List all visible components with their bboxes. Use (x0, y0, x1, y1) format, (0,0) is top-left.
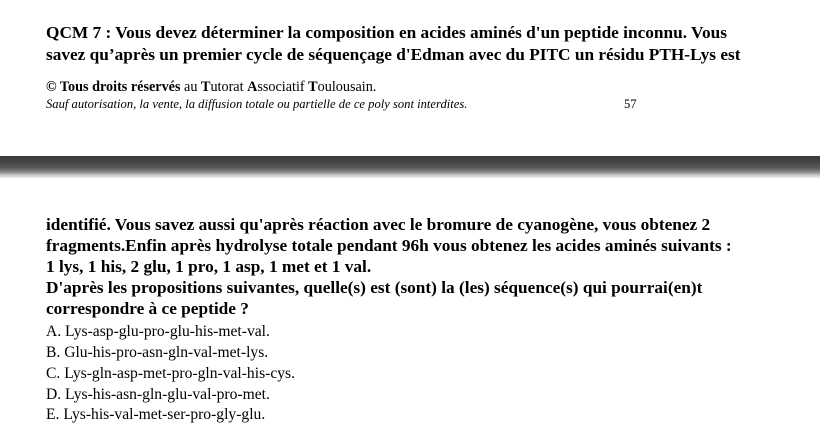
answer-option-d: D. Lys-his-asn-gln-glu-val-pro-met. (46, 386, 270, 403)
answer-option-a: A. Lys-asp-glu-pro-glu-his-met-val. (46, 323, 270, 340)
question-text-line: fragments.Enfin après hydrolyse totale pendant 96h vous obtenez les acides aminés suivants : (46, 236, 732, 255)
page-separator (0, 156, 820, 178)
page-number: 57 (624, 97, 637, 111)
question-text-line: identifié. Vous savez aussi qu'après réaction avec le bromure de cyanogène, vous obtenez 2 (46, 215, 711, 234)
org-name-part: oulousain. (317, 79, 377, 95)
distribution-notice: Sauf autorisation, la vente, la diffusion totale ou partielle de ce poly sont interdites. (46, 97, 468, 111)
copyright-notice (46, 78, 376, 96)
org-name-part: ssociatif (257, 79, 309, 95)
question-text-line: QCM 7 : Vous devez déterminer la composition en acides aminés d'un peptide inconnu. Vous (46, 23, 727, 42)
org-initial: T (200, 79, 211, 95)
question-text-line: savez qu’après un premier cycle de séquençage d'Edman avec du PITC un résidu PTH-Lys est (46, 45, 741, 64)
answer-option-e: E. Lys-his-val-met-ser-pro-gly-glu. (46, 406, 266, 423)
question-text-line: 1 lys, 1 his, 2 glu, 1 pro, 1 asp, 1 met et 1 val. (46, 257, 372, 276)
question-prompt-line: D'après les propositions suivantes, quelle(s) est (sont) la (les) séquence(s) qui pourrai(en)t (46, 278, 703, 297)
copyright-prefix: au (180, 79, 201, 95)
org-name-part: utorat (210, 79, 248, 95)
org-initial: A (247, 79, 258, 95)
copyright-label: © Tous droits réservés (46, 79, 181, 95)
document-page-top (0, 0, 820, 156)
answer-option-b: B. Glu-his-pro-asn-gln-val-met-lys. (46, 344, 269, 361)
answer-option-c: C. Lys-gln-asp-met-pro-gln-val-his-cys. (46, 365, 296, 382)
org-initial: T (308, 79, 318, 95)
question-prompt-line: correspondre à ce peptide ? (46, 299, 249, 318)
